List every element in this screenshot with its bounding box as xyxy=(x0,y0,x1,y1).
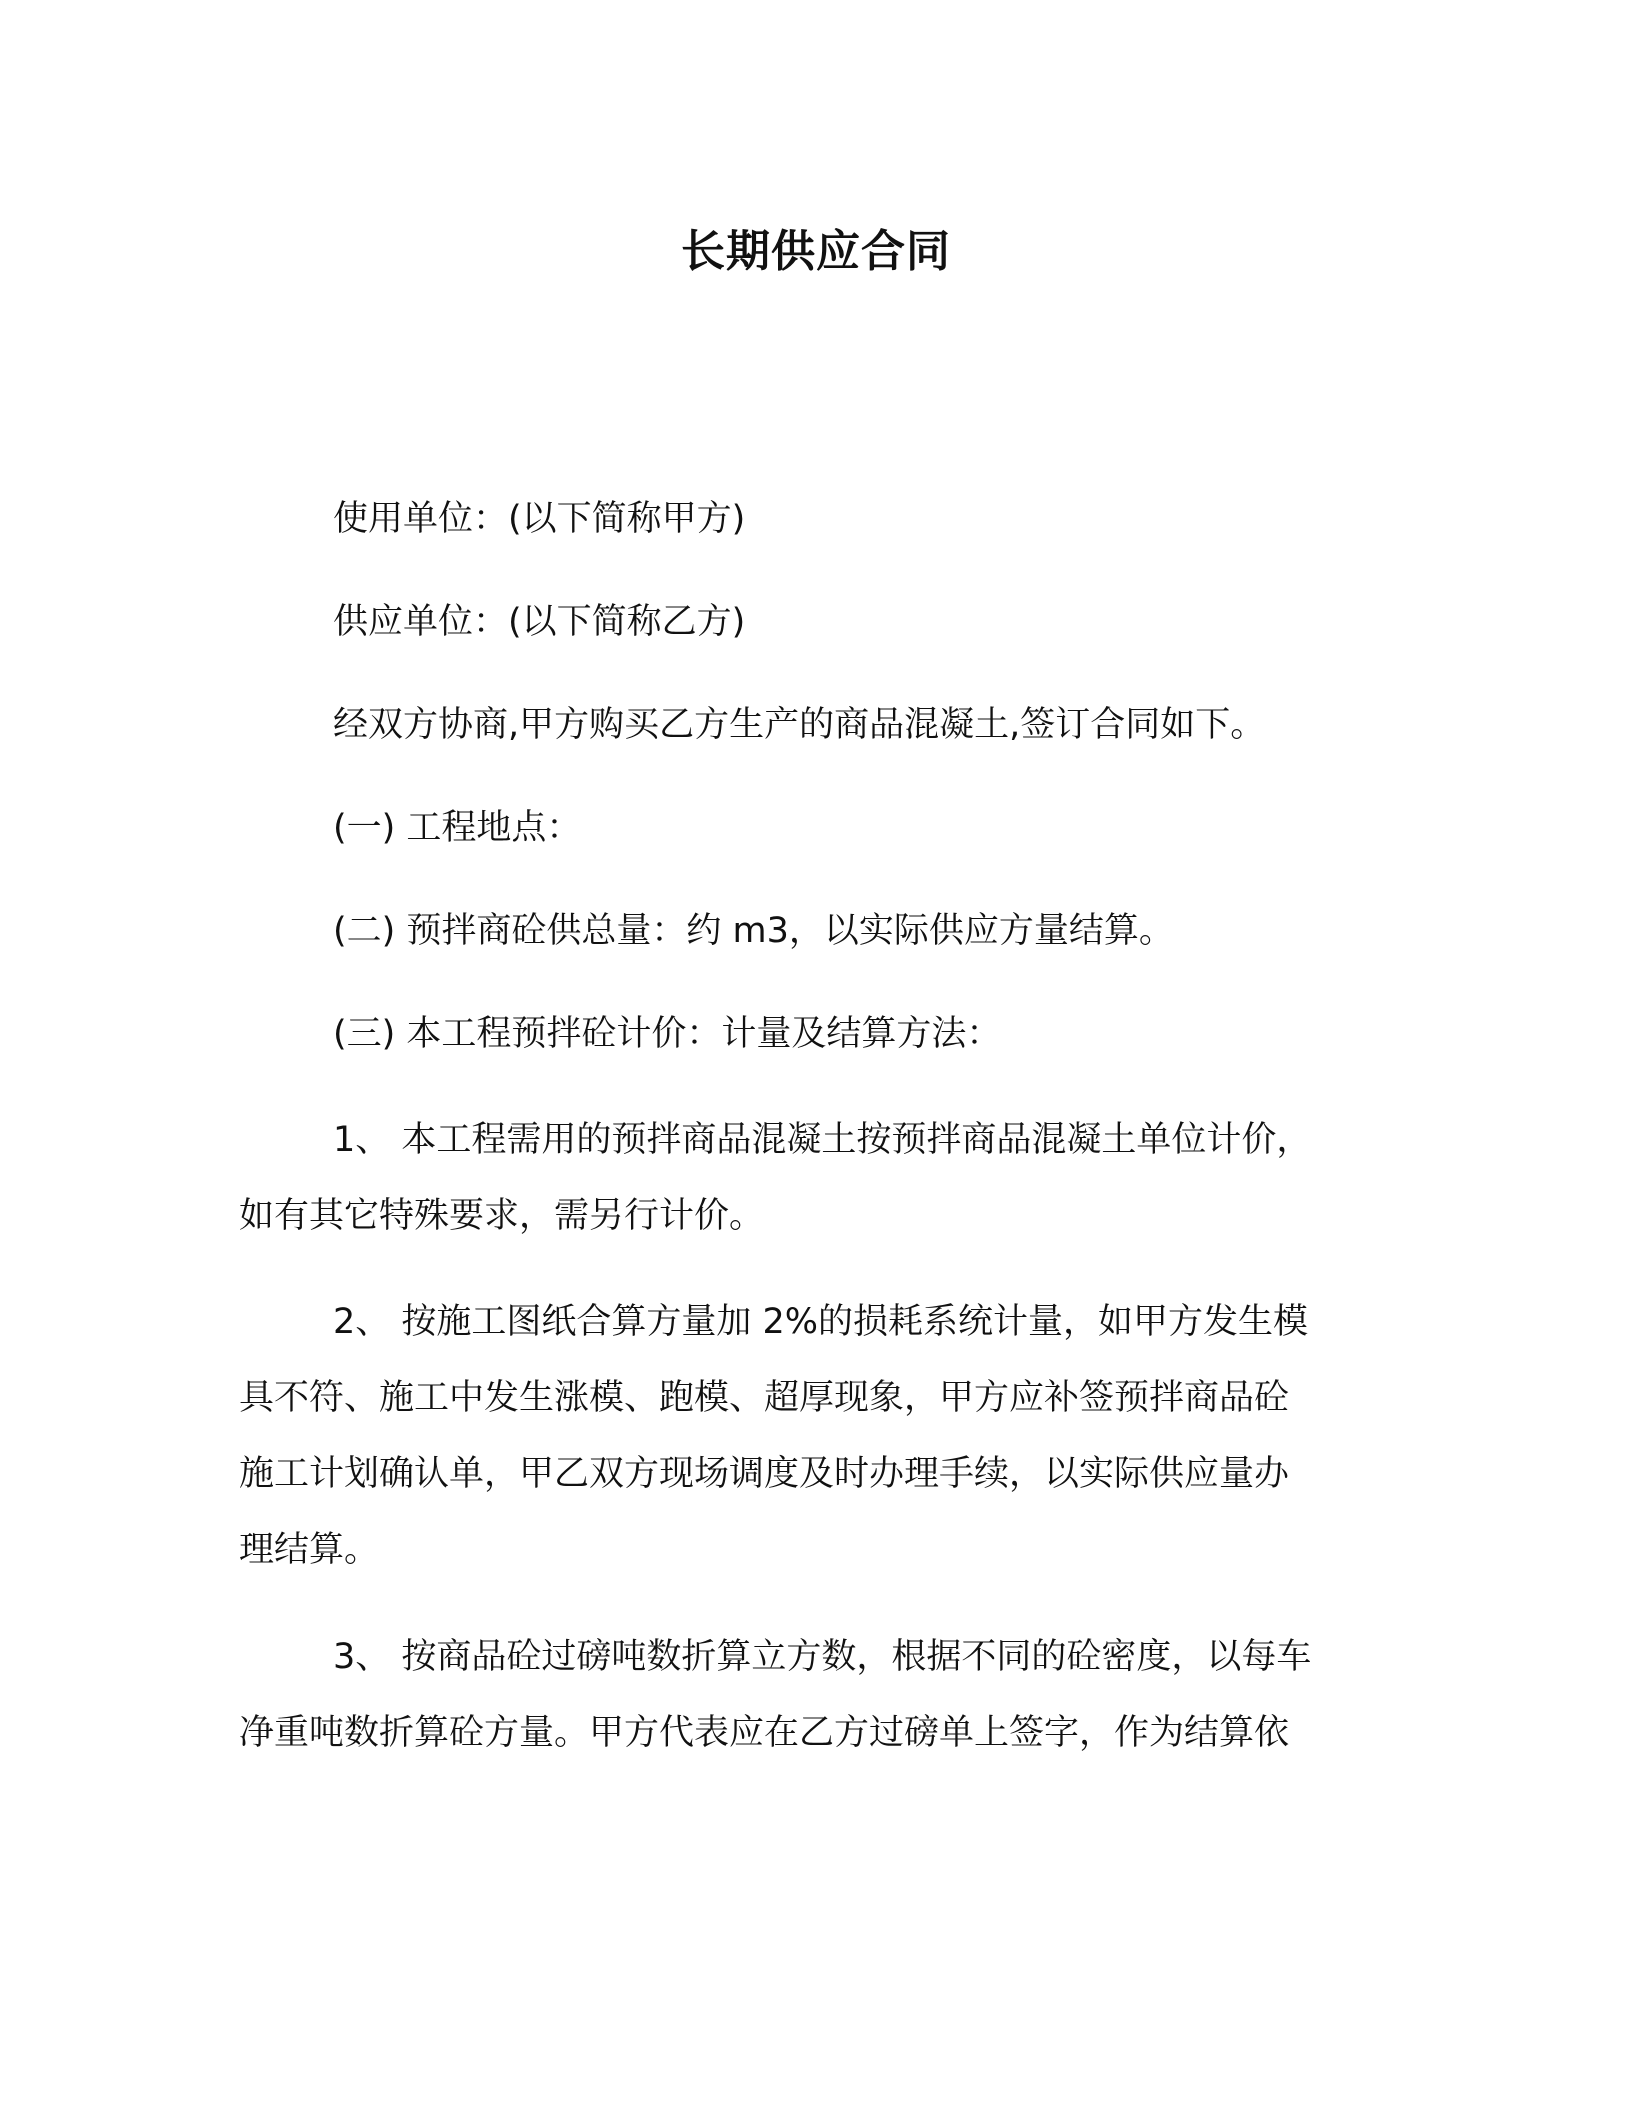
item-2-line-1: 2、 按施工图纸合算方量加 2%的损耗系统计量，如甲方发生模 xyxy=(333,1302,1309,1342)
item-2-line-2: 具不符、施工中发生涨模、跑模、超厚现象，甲方应补签预拌商品砼 xyxy=(239,1378,1290,1418)
item-1-line-2: 如有其它特殊要求，需另行计价。 xyxy=(239,1196,765,1236)
agreement-intro-line: 经双方协商,甲方购买乙方生产的商品混凝土,签订合同如下。 xyxy=(333,705,1266,745)
item-2-line-4: 理结算。 xyxy=(239,1530,380,1570)
item-2-line-3: 施工计划确认单，甲乙双方现场调度及时办理手续，以实际供应量办 xyxy=(239,1454,1290,1494)
item-3-line-2: 净重吨数折算砼方量。甲方代表应在乙方过磅单上签字，作为结算依 xyxy=(239,1713,1290,1753)
user-unit-line: 使用单位：(以下简称甲方) xyxy=(333,499,746,539)
document-title: 长期供应合同 xyxy=(681,226,951,277)
item-1-line-1: 1、 本工程需用的预拌商品混凝土按预拌商品混凝土单位计价， xyxy=(333,1120,1312,1160)
supplier-unit-line: 供应单位：(以下简称乙方) xyxy=(333,602,746,642)
clause-3-pricing: (三) 本工程预拌砼计价：计量及结算方法： xyxy=(333,1014,1002,1054)
clause-2-total-quantity: (二) 预拌商砼供总量：约 m3，以实际供应方量结算。 xyxy=(333,911,1174,951)
clause-1-location: (一) 工程地点： xyxy=(333,808,582,848)
item-3-line-1: 3、 按商品砼过磅吨数折算立方数，根据不同的砼密度，以每车 xyxy=(333,1637,1312,1677)
